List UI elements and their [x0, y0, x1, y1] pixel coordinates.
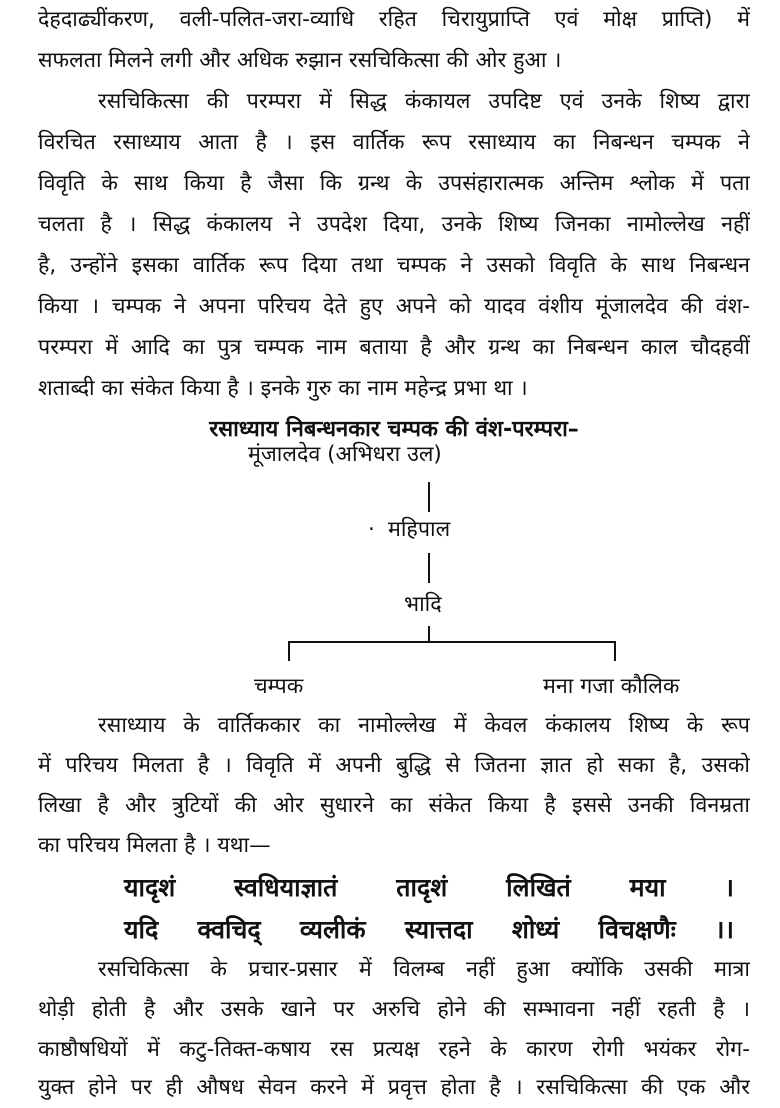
text-line: देहदाढ्यींकरण, वली-पलित-जरा-व्याधि रहित चिरायुप्राप्ति एवं मोक्ष प्राप्ति) में — [38, 7, 750, 32]
text-line: शताब्दी का संकेत किया है । इनके गुरु का नाम महेन्द्र प्रभा था । — [38, 376, 528, 401]
verse-line-2: यदि क्वचिद् व्यलीकं स्यात्तदा शोध्यं विचक्षणैः ।। — [124, 915, 734, 944]
tree-connector — [428, 482, 430, 512]
text-line: सफलता मिलने लगी और अधिक रुझान रसचिकित्सा की ओर हुआ । — [38, 48, 562, 73]
text-line: विवृति के साथ किया है जैसा कि ग्रन्थ के उपसंहारात्मक अन्तिम श्लोक में पता — [38, 171, 750, 196]
text-line: में परिचय मिलता है । विवृति में अपनी बुद्धि से जितना ज्ञात हो सका है, उसको — [38, 753, 750, 778]
genealogy-dot: · — [368, 517, 375, 542]
genealogy-gen3: भादि — [404, 592, 442, 617]
text-line: किया । चम्पक ने अपना परिचय देते हुए अपने को यादव वंशीय मूंजालदेव की वंश- — [38, 294, 750, 319]
text-line: लिखा है और त्रुटियों की ओर सुधारने का संकेत किया है इससे उनकी विनम्रता — [38, 793, 750, 818]
verse-line-1: यादृशं स्वधियाज्ञातं तादृशं लिखितं मया । — [124, 873, 734, 902]
text-line: काष्ठौषधियों में कटु-तिक्त-कषाय रस प्रत्यक्ष रहने के कारण रोगी भयंकर रोग- — [38, 1037, 750, 1062]
text-line: परम्परा में आदि का पुत्र चम्पक नाम बताया है और ग्रन्थ का निबन्धन काल चौदहवीं — [38, 335, 750, 360]
genealogy-root: मूंजालदेव (अभिधरा उल) — [248, 442, 442, 467]
text-line: का परिचय मिलता है । यथा— — [38, 833, 271, 858]
genealogy-heading: रसाध्याय निबन्धनकार चम्पक की वंश-परम्परा– — [209, 417, 579, 442]
genealogy-child-left: चम्पक — [254, 674, 304, 699]
text-line: रसचिकित्सा की परम्परा में सिद्ध कंकायल उपदिष्ट एवं उनके शिष्य द्वारा — [98, 89, 750, 114]
text-line: विरचित रसाध्याय आता है । इस वार्तिक रूप रसाध्याय का निबन्धन चम्पक ने — [38, 130, 750, 155]
tree-branch — [288, 641, 616, 643]
text-line: युक्त होने पर ही औषध सेवन करने में प्रवृत्त होता है । रसचिकित्सा की एक और — [38, 1075, 750, 1100]
text-line: थोड़ी होती है और उसके खाने पर अरुचि होने की सम्भावना नहीं रहती है । — [38, 997, 750, 1022]
genealogy-gen2: महिपाल — [388, 517, 451, 542]
text-line: है, उन्होंने इसका वार्तिक रूप दिया तथा चम्पक ने उसको विवृति के साथ निबन्धन — [38, 253, 750, 278]
text-line: चलता है । सिद्ध कंकालय ने उपदेश दिया, उनके शिष्य जिनका नामोल्लेख नहीं — [38, 212, 750, 237]
tree-connector-right — [614, 641, 616, 661]
tree-connector — [428, 553, 430, 583]
tree-connector-left — [288, 641, 290, 661]
text-line: रसचिकित्सा के प्रचार-प्रसार में विलम्ब नहीं हुआ क्योंकि उसकी मात्रा — [98, 957, 750, 982]
tree-connector — [428, 626, 430, 642]
text-line: रसाध्याय के वार्तिककार का नामोल्लेख में केवल कंकालय शिष्य के रूप — [98, 713, 750, 738]
genealogy-child-right: मना गजा कौलिक — [543, 674, 680, 699]
